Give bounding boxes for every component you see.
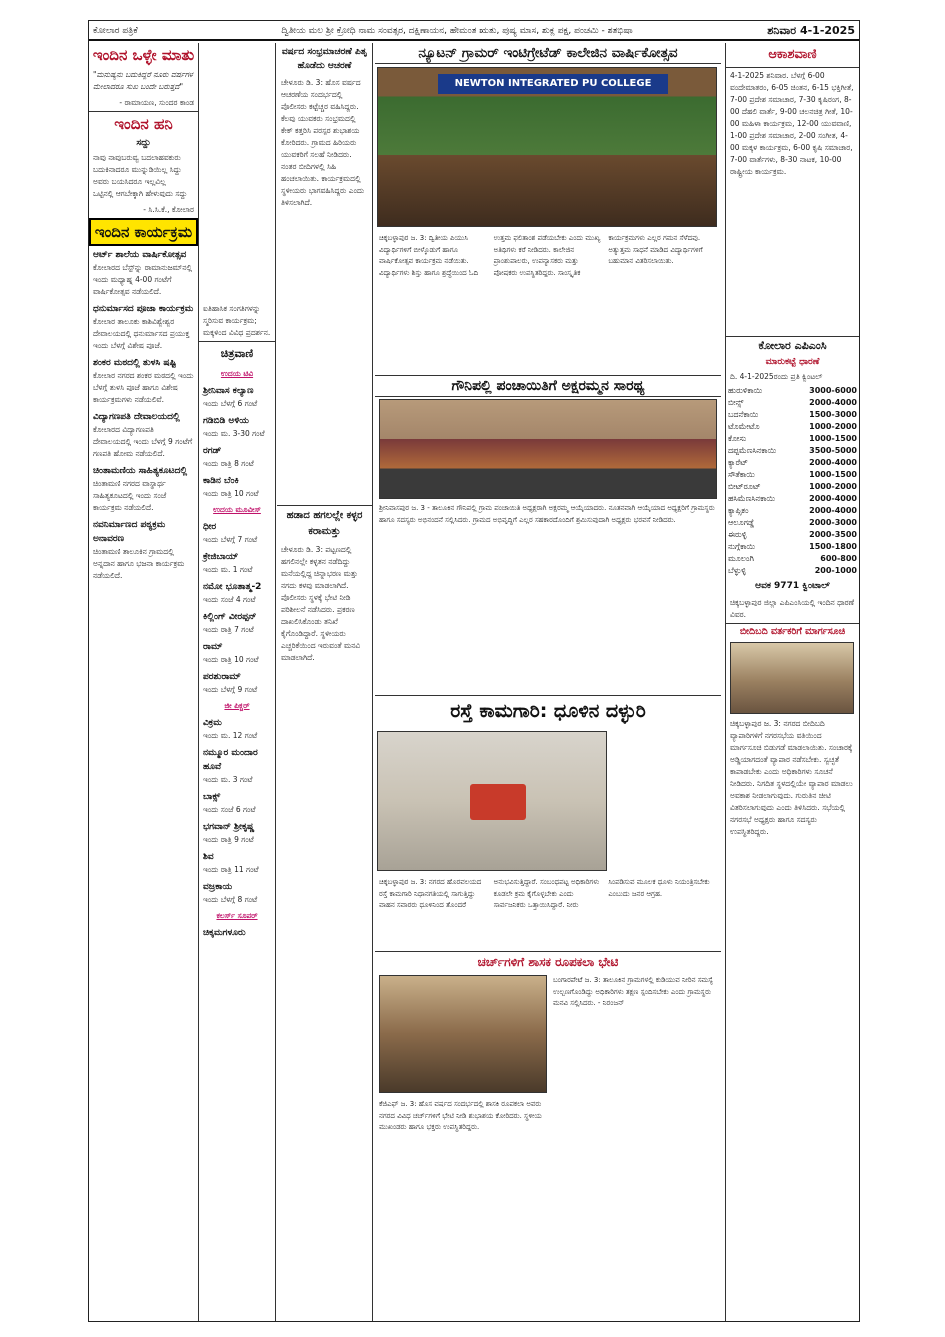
- movie-name: ಶ್ರೀನಿವಾಸ ಕಲ್ಯಾಣ: [203, 386, 254, 396]
- road-work-article: ಚಿಕ್ಕಬಳ್ಳಾಪುರ ಜ. 3: ನಗರದ ಹೊರವಲಯದ ರಸ್ತೆ ಕಾಮಗಾರಿ ನಿಧಾನಗತಿಯಲ್ಲಿ ಸಾಗುತ್ತಿದ್ದು ವಾಹನ ಸವಾರರು ಧೂಳಿನಿಂದ ತೊಂದರೆ ಅನುಭವಿಸುತ್ತಿದ್ದಾರೆ. ಸಂಬಂಧಪಟ್ಟ ಅಧಿಕಾರಿಗಳು ಕೂಡಲೇ ಕ್ರಮ ಕೈಗೊಳ್ಳಬೇಕು ಎಂದು ಸಾರ್ವಜನಿಕರು ಒತ್ತಾಯಿಸಿದ್ದಾರೆ. ನೀರು ಸಿಂಪಡಿಸುವ ಮೂಲಕ ಧೂಳು ನಿಯಂತ್ರಿಸಬೇಕು ಎಂಬುದು ಜನರ ಆಗ್ರಹ.: [379, 878, 710, 909]
- apmc-title: ಕೋಲಾರ ಎಪಿಎಂಸಿ: [758, 339, 827, 352]
- poem-name: ಸದ್ದು: [136, 138, 151, 148]
- movie-item: [199, 442, 275, 472]
- movie-name: ಬಾಕ್ಸ್: [203, 792, 221, 802]
- price-value: 1500-1800: [809, 542, 857, 551]
- church-visit-article: ಕೆಜಿಎಫ್ ಜ. 3: ಹೊಸ ವರ್ಷದ ಸಂದರ್ಭದಲ್ಲಿ ಶಾಸಕಿ ರೂಪಕಲಾ ಅವರು ನಗರದ ವಿವಿಧ ಚರ್ಚ್‌ಗಳಿಗೆ ಭೇಟಿ ನೀಡಿ ಶುಭಾಶಯ ಕೋರಿದರು. ಸ್ಥಳೀಯ ಮುಖಂಡರು ಹಾಗೂ ಭಕ್ತರು ಉಪಸ್ಥಿತರಿದ್ದರು.: [379, 1100, 542, 1131]
- price-item: ದಪ್ಪಮೆಣಸಿನಕಾಯಿ: [728, 446, 777, 455]
- program-item: [89, 246, 198, 300]
- poem-line: ಅವರು ಬಯಸಿದರೂ ಇಲ್ಲವಿಲ್ಲ: [93, 177, 166, 186]
- price-item: ಮೂಲಂಗಿ: [728, 554, 754, 563]
- price-value: 1000-1500: [809, 434, 857, 443]
- movie-time: ಇಂದು ಬೆಳಗ್ಗೆ 9 ಗಂಟೆ: [203, 685, 258, 694]
- quote-title: ಇಂದಿನ ಒಳ್ಳೇ ಮಾತು: [92, 46, 195, 64]
- movie-item: [199, 714, 275, 744]
- program-item: [89, 516, 198, 584]
- program-head: ಆರ್ಟ್ ಶಾಲೆಯ ವಾರ್ಷಿಕೋತ್ಸವ: [93, 250, 187, 260]
- program-body: ಕೋಲಾರದ ವಿದ್ಯಾಗಣಪತಿ ದೇವಾಲಯದಲ್ಲಿ ಇಂದು ಬೆಳಗ್ಗೆ 9 ಗಂಟೆಗೆ ಗಣಪತಿ ಹೋಮ ನಡೆಯಲಿದೆ.: [93, 425, 193, 458]
- movie-time: ಇಂದು ಬೆಳಗ್ಗೆ 8 ಗಂಟೆ: [203, 895, 258, 904]
- apmc-subtitle: ಮಾರುಕಟ್ಟೆ ಧಾರಣೆ: [765, 357, 820, 367]
- panchayat-headline: ಗೌನಿಪಲ್ಲಿ ಪಂಚಾಯಿತಿಗೆ ಅಕ್ಷರಮ್ಮನ ಸಾರಥ್ಯ: [375, 375, 721, 397]
- price-item: ಹುರುಳಿಕಾಯಿ: [728, 386, 763, 395]
- price-item: ಕ್ಯಾರೆಟ್: [728, 458, 748, 467]
- movie-item: [199, 818, 275, 848]
- panchayat-article-text: ನೂತನವಾಗಿ ಆಯ್ಕೆಯಾದ ಅಧ್ಯಕ್ಷರಿಗೆ ಗ್ರಾಮಸ್ಥರು ಹಾಗೂ ಸದಸ್ಯರು ಅಭಿನಂದನೆ ಸಲ್ಲಿಸಿದರು. ಗ್ರಾಮದ ಅಭಿವೃದ್ಧಿಗೆ ಎಲ್ಲರ ಸಹಕಾರದೊಂದಿಗೆ ಶ್ರಮಿಸುವುದಾಗಿ ಅಧ್ಯಕ್ಷರು ಭರವಸೆ ನೀಡಿದರು.: [379, 504, 715, 524]
- price-item: ಕೋಸು: [728, 434, 747, 443]
- movie-time: ಇಂದು ಸಂಜೆ 6 ಗಂಟೆ: [203, 805, 256, 814]
- road-work-headline: ರಸ್ತೆ ಕಾಮಗಾರಿ: ಧೂಳಿನ ದಳ್ಳುರಿ: [375, 695, 721, 726]
- program-body: ಚಿಂತಾಮಣಿ ತಾಲೂಕಿನ ಗ್ರಾಮದಲ್ಲಿ ಅನ್ನದಾನ ಹಾಗೂ ಭಜನಾ ಕಾರ್ಯಕ್ರಮ ನಡೆಯಲಿದೆ.: [93, 547, 185, 580]
- movie-name: ಕಾಡಿನ ಬೆಂಕಿ: [203, 476, 239, 486]
- story-text: ಚೇಳೂರು ಡಿ. 3: ಹೊಸ ವರ್ಷದ ಆಚರಣೆಯ ಸಂದರ್ಭದಲ್ಲಿ ಪೊಲೀಸರು ಕಟ್ಟೆಚ್ಚರ ವಹಿಸಿದ್ದರು. ಕೆಲವು ಯುವಕರು ಸಂಭ್ರಮದಲ್ಲಿ ಕೇಕ್ ಕತ್ತರಿಸಿ ಪರಸ್ಪರ ಶುಭಾಶಯ ಕೋರಿದರು. ಗ್ರಾಮದ ಹಿರಿಯರು ಯುವಕರಿಗೆ ಸಲಹೆ ನೀಡಿದರು. ನಂತರ ಬೀದಿಗಳಲ್ಲಿ ಸಿಹಿ ಹಂಚಲಾಯಿತು. ಕಾರ್ಯಕ್ರಮದಲ್ಲಿ ಸ್ಥಳೀಯರು ಭಾಗವಹಿಸಿದ್ದರು ಎಂದು ತಿಳಿಸಲಾಗಿದೆ.: [281, 78, 365, 207]
- price-row: [726, 553, 859, 565]
- program-head: ನವನಿರ್ಮಾಣದ ಪಠ್ಯಕ್ರಮ ಅನಾವರಣ: [93, 520, 166, 544]
- movie-time: ಇಂದು ರಾತ್ರಿ 9 ಗಂಟೆ: [203, 835, 254, 844]
- price-item: ಬೀನ್ಸ್: [728, 398, 744, 407]
- price-row: [726, 529, 859, 541]
- movie-item: [199, 878, 275, 908]
- program-head: ಧನುರ್ಮಾಸದ ಪೂಜಾ ಕಾರ್ಯಕ್ರಮ: [93, 304, 194, 314]
- channel-name: ಉದಯ ಮೂವೀಸ್: [213, 505, 261, 514]
- panchayat-caption: ಶ್ರೀನಿವಾಸಪುರ ಜ. 3 - ತಾಲೂಕಿನ ಗೌನಿಪಲ್ಲಿ ಗ್ರಾಮ ಪಂಚಾಯಿತಿ ಅಧ್ಯಕ್ಷರಾಗಿ ಅಕ್ಷರಮ್ಮ ಆಯ್ಕೆಯಾದರು.: [379, 504, 607, 512]
- vendor-story-headline: ಬೀದಿಬದಿ ವರ್ತಕರಿಗೆ ಮಾರ್ಗಸೂಚಿ: [739, 626, 846, 637]
- movie-name: ರಾಮ್: [203, 642, 223, 652]
- movie-time: ಇಂದು ಬೆಳಗ್ಗೆ 6 ಗಂಟೆ: [203, 399, 258, 408]
- church-visit-headline: ಚರ್ಚ್‌ಗಳಿಗೆ ಶಾಸಕ ರೂಪಕಲಾ ಭೇಟಿ: [375, 951, 721, 972]
- water-problem-article: ಬಂಗಾರಪೇಟೆ ಜ. 3: ತಾಲೂಕಿನ ಗ್ರಾಮಗಳಲ್ಲಿ ಕುಡಿಯುವ ನೀರಿನ ಸಮಸ್ಯೆ ಉಲ್ಬಣಗೊಂಡಿದ್ದು ಅಧಿಕಾರಿಗಳು ತಕ್ಷಣ ಸ್ಪಂದಿಸಬೇಕು ಎಂದು ಗ್ರಾಮಸ್ಥರು ಮನವಿ ಸಲ್ಲಿಸಿದರು. - ನಿರಂಜನ್: [553, 976, 714, 1007]
- movie-name: ಪರಶುರಾಮ್: [203, 672, 241, 682]
- price-value: 3000-6000: [809, 386, 857, 395]
- masthead-panchanga: ದ್ವಿತೀಯ ಮಲ ಶ್ರೀ ಕ್ರೋಧಿ ನಾಮ ಸಂವತ್ಸರ, ದಕ್ಷಿಣಾಯನ, ಹೇಮಂತ ಋತು, ಪುಷ್ಯ ಮಾಸ, ಶುಕ್ಲ ಪಕ್ಷ, ಪಂಚಮಿ - ಶತಭಿಷಾ: [281, 26, 633, 36]
- price-row: [726, 433, 859, 445]
- movie-name: ಧೀರ: [203, 522, 217, 532]
- program-title: ಇಂದಿನ ಕಾರ್ಯಕ್ರಮ: [89, 218, 198, 246]
- column-quotes-programs: [89, 43, 199, 1321]
- movie-item: [199, 608, 275, 638]
- road-dust-photo: [377, 731, 607, 871]
- masthead-paper-name: ಕೋಲಾರ ಪತ್ರಿಕೆ: [93, 26, 138, 36]
- movie-name: ಶಿವ: [203, 852, 214, 862]
- poem-line: ಒಟ್ಟಿನಲ್ಲಿ ಆಗಬೇಕ್ಕಾಗಿ ಹೇಳುವುದು ಸದ್ದು: [93, 189, 188, 198]
- poem-line: ಬದುಕಿನಾದರೂ ಮುನ್ನುಡಿಯಿಲ್ಲ ಸಿದ್ದು: [93, 165, 182, 174]
- price-value: 2000-4000: [809, 494, 857, 503]
- price-item: ಸೌತೆಕಾಯಿ: [728, 470, 755, 479]
- price-item: ನುಗ್ಗೆಕಾಯಿ: [728, 542, 756, 551]
- column-cinema: [199, 43, 276, 1321]
- movie-item: [199, 638, 275, 668]
- program-head: ಚಿಂತಾಮಣಿಯ ಸಾಹಿತ್ಯಕೂಟದಲ್ಲಿ: [93, 466, 188, 476]
- price-item: ಆಲೂಗಡ್ಡೆ: [728, 518, 755, 527]
- price-value: 3500-5000: [809, 446, 857, 455]
- price-row: [726, 385, 859, 397]
- quote-author: - ರಾಮಾಯಣ, ಸುಂದರ ಕಾಂಡ: [119, 98, 194, 107]
- movie-time: ಇಂದು ಮ. 3-30 ಗಂಟೆ: [203, 429, 265, 438]
- meeting-photo: [730, 642, 854, 714]
- movie-item: [199, 744, 275, 788]
- poem-title: ಇಂದಿನ ಹನಿ: [114, 115, 173, 133]
- arrival-quantity: ಆವಕ 9771 ಕ್ವಿಂಟಾಲ್: [755, 581, 830, 591]
- movie-time: ಇಂದು ಮ. 12 ಗಂಟೆ: [203, 731, 258, 740]
- price-value: 200-1000: [814, 566, 857, 575]
- column-local-news: [277, 43, 373, 1321]
- price-value: 2000-4000: [809, 458, 857, 467]
- panchayat-article: [379, 503, 717, 593]
- channel-name: ಜೀ ಪಿಕ್ಚರ್: [224, 701, 250, 710]
- movie-item: [199, 382, 275, 412]
- price-table: [726, 385, 859, 577]
- movie-item: [199, 668, 275, 698]
- story-headline: ಹಡಾದ ಹಗಲಲ್ಲೇ ಕಳ್ಳರ ಕರಾಮತ್ತು: [286, 510, 363, 537]
- price-row: [726, 421, 859, 433]
- price-value: 2000-4000: [809, 506, 857, 515]
- movie-time: ಇಂದು ಸಂಜೆ 4 ಗಂಟೆ: [203, 595, 256, 604]
- college-article-text: ಚಿಕ್ಕಬಳ್ಳಾಪುರ ಜ. 3: ದ್ವಿತೀಯ ಪಿಯುಸಿ ವಿದ್ಯಾರ್ಥಿಗಳಿಗೆ ಬೀಳ್ಕೊಡುಗೆ ಹಾಗೂ ವಾರ್ಷಿಕೋತ್ಸವ ಕಾರ್ಯಕ್ರಮ ನಡೆಯಿತು. ವಿದ್ಯಾರ್ಥಿಗಳು ಶಿಸ್ತು ಹಾಗೂ ಶ್ರದ್ಧೆಯಿಂದ ಓದಿ ಉತ್ತಮ ಫಲಿತಾಂಶ ಪಡೆಯಬೇಕು ಎಂದು ಮುಖ್ಯ ಅತಿಥಿಗಳು ಕರೆ ನೀಡಿದರು. ಕಾಲೇಜಿನ ಪ್ರಾಂಶುಪಾಲರು, ಉಪನ್ಯಾಸಕರು ಮತ್ತು ಪೋಷಕರು ಉಪಸ್ಥಿತರಿದ್ದರು. ಸಾಂಸ್ಕೃತಿಕ ಕಾರ್ಯಕ್ರಮಗಳು ಎಲ್ಲರ ಗಮನ ಸೆಳೆದವು. ಅತ್ಯುತ್ತಮ ಸಾಧನೆ ಮಾಡಿದ ವಿದ್ಯಾರ್ಥಿಗಳಿಗೆ ಬಹುಮಾನ ವಿತರಿಸಲಾಯಿತು.: [379, 234, 703, 277]
- price-value: 2000-3000: [809, 518, 857, 527]
- masthead: [89, 21, 859, 41]
- program-item: [89, 462, 198, 516]
- movie-time: ಇಂದು ರಾತ್ರಿ 11 ಗಂಟೆ: [203, 865, 259, 874]
- price-item: ಕ್ಯಾಪ್ಸಿಕಂ: [728, 506, 749, 515]
- photo-banner: NEWTON INTEGRATED PU COLLEGE: [438, 74, 668, 94]
- apmc-footnote: ಚಿಕ್ಕಬಳ್ಳಾಪುರ ಜಿಲ್ಲಾ ಎಪಿಎಂಸಿಯಲ್ಲಿ ಇಂದಿನ ಧಾರಣೆ ವಿವರ.: [730, 598, 855, 619]
- movie-item: [199, 518, 275, 548]
- panchayat-photo: [379, 399, 717, 499]
- program-item: [89, 408, 198, 462]
- price-row: [726, 409, 859, 421]
- program-body: ಕೋಲಾರ ತಾಲೂಕು ಕಾಶಿವಿಶ್ವೇಶ್ವರ ದೇವಾಲಯದಲ್ಲಿ ಧನುರ್ಮಾಸದ ಪ್ರಯುಕ್ತ ಇಂದು ಬೆಳಗ್ಗೆ ವಿಶೇಷ ಪೂಜೆ.: [93, 317, 190, 350]
- vendor-story-text: ಚಿಕ್ಕಬಳ್ಳಾಪುರ ಜ. 3: ನಗರದ ಬೀದಿಬದಿ ವ್ಯಾಪಾರಿಗಳಿಗೆ ನಗರಸಭೆಯ ವತಿಯಿಂದ ಮಾರ್ಗಸೂಚಿ ಬಿಡುಗಡೆ ಮಾಡಲಾಯಿತು. ಸಂಚಾರಕ್ಕೆ ಅಡ್ಡಿಯಾಗದಂತೆ ವ್ಯಾಪಾರ ನಡೆಸಬೇಕು. ಸ್ವಚ್ಛತೆ ಕಾಪಾಡಬೇಕು ಎಂದು ಅಧಿಕಾರಿಗಳು ಸೂಚನೆ ನೀಡಿದರು. ನಿಗದಿತ ಸ್ಥಳದಲ್ಲಿಯೇ ವ್ಯಾಪಾರ ಮಾಡಲು ಅವಕಾಶ ನೀಡಲಾಗುವುದು. ಗುರುತಿನ ಚೀಟಿ ವಿತರಿಸಲಾಗುವುದು ಎಂದು ತಿಳಿಸಿದರು. ಸಭೆಯಲ್ಲಿ ನಗರಸಭೆ ಅಧ್ಯಕ್ಷರು ಹಾಗೂ ಸದಸ್ಯರು ಉಪಸ್ಥಿತರಿದ್ದರು.: [730, 719, 853, 836]
- price-item: ಬದನೆಕಾಯಿ: [728, 410, 759, 419]
- movie-name: ಕ್ರೇಜಿಬಾಯ್: [203, 552, 239, 562]
- movie-name: ನಮ್ಮೂರ ಮಂದಾರ ಹೂವೆ: [203, 748, 258, 772]
- price-item: ಈರುಳ್ಳಿ: [728, 530, 747, 539]
- story-headline: ವರ್ಷದ ಸಂಭ್ರಮಾಚರಣೆ ಪಿತೃ ಹೊಡೆದು ಆಚರಣೆ: [281, 47, 368, 71]
- apmc-note: ದಿ. 4-1-2025ರಂದು ಪ್ರತಿ ಕ್ವಿಂಟಲ್: [730, 372, 823, 381]
- movie-item: [199, 848, 275, 878]
- movie-time: ಇಂದು ರಾತ್ರಿ 7 ಗಂಟೆ: [203, 625, 254, 634]
- price-row: [726, 493, 859, 505]
- price-value: 1000-1500: [809, 470, 857, 479]
- price-value: 600-800: [820, 554, 857, 563]
- radio-title: ಆಕಾಶವಾಣಿ: [726, 43, 859, 68]
- price-row: [726, 445, 859, 457]
- church-visit-photo: [379, 975, 547, 1093]
- column-radio-market: [725, 43, 859, 1321]
- newspaper-page: [88, 20, 860, 1322]
- price-value: 2000-3500: [809, 530, 857, 539]
- price-row: [726, 397, 859, 409]
- price-value: 1500-3000: [809, 410, 857, 419]
- program-body: ಕೋಲಾರದ ಬೆಸ್ಟ್‌ನ್ನು ರಾಮಾನುಜಮ್‌ನಲ್ಲಿ ಇಂದು ಮಧ್ಯಾಹ್ನ 4-00 ಗಂಟೆಗೆ ವಾರ್ಷಿಕೋತ್ಸವ ನಡೆಯಲಿದೆ.: [93, 263, 193, 296]
- top-headline: ನ್ಯೂಟನ್ ಗ್ರಾಮರ್ ಇಂಟಿಗ್ರೇಟೆಡ್ ಕಾಲೇಜಿನ ವಾರ್ಷಿಕೋತ್ಸವ: [375, 43, 721, 64]
- movie-name: ಭಗವಾನ್ ಶ್ರೀಕೃಷ್ಣ: [203, 822, 255, 832]
- poem-author: - ಸಿ.ಸಿ.ಕೆ., ಕೋಲಾರ: [143, 205, 194, 214]
- movie-name: ವಿಕ್ರಮ: [203, 718, 222, 728]
- poem-line: ನಾವು ನಾವುಬರುವ್ವ ಬದಲಾಹವಕುರು: [93, 153, 181, 162]
- masthead-date: ಶನಿವಾರ 4-1-2025: [767, 24, 855, 37]
- price-row: [726, 457, 859, 469]
- price-row: [726, 541, 859, 553]
- price-item: ಬೆಳ್ಳುಳ್ಳಿ: [728, 566, 747, 575]
- price-row: [726, 469, 859, 481]
- movie-time: ಇಂದು ಮ. 1 ಗಂಟೆ: [203, 565, 253, 574]
- movie-item: [199, 412, 275, 442]
- movie-item: [199, 788, 275, 818]
- price-row: [726, 565, 859, 577]
- price-value: 1000-2000: [809, 482, 857, 491]
- program-continued: ಐತಿಹಾಸಿಕ ಸಂಗತಿಗಳನ್ನು ಸ್ಮರಿಸುವ ಕಾರ್ಯಕ್ರಮ; ಮಕ್ಕಳಿಂದ ವಿವಿಧ ಪ್ರದರ್ಶನ.: [203, 304, 271, 337]
- program-body: ಕೋಲಾರ ನಗರದ ಶಂಕರ ಮಠದಲ್ಲಿ ಇಂದು ಬೆಳಗ್ಗೆ ತುಳಸಿ ಪೂಜೆ ಹಾಗೂ ವಿಶೇಷ ಕಾರ್ಯಕ್ರಮಗಳು ನಡೆಯಲಿವೆ.: [93, 371, 194, 404]
- movie-name: ವಜ್ರಕಾಯ: [203, 882, 233, 892]
- program-item: [89, 300, 198, 354]
- main-news-area: [375, 43, 721, 1321]
- price-item: ಬೀಟ್‌ರೂಟ್: [728, 482, 761, 491]
- movie-item: [199, 472, 275, 502]
- movie-item: [199, 578, 275, 608]
- program-head: ಶಂಕರ ಮಠದಲ್ಲಿ ತುಳಸಿ ಷಷ್ಟಿ: [93, 358, 177, 368]
- channel-name: ಕಲರ್ಸ್ ಸೂಪರ್: [216, 911, 258, 920]
- movie-name: ರಗಡ್: [203, 446, 222, 456]
- movie-time: ಇಂದು ಬೆಳಗ್ಗೆ 7 ಗಂಟೆ: [203, 535, 258, 544]
- college-event-photo: [377, 67, 717, 227]
- price-value: 2000-4000: [809, 398, 857, 407]
- price-row: [726, 505, 859, 517]
- movie-name: ಕಿಲ್ಲಿಂಗ್ ವೀರಪ್ಪನ್: [203, 612, 257, 622]
- price-row: [726, 481, 859, 493]
- program-list: [89, 246, 198, 584]
- movie-item: [199, 548, 275, 578]
- price-item: ಟೊಮೇಟೊ: [728, 422, 760, 431]
- poem-body: [89, 150, 198, 202]
- program-head: ವಿದ್ಯಾಗಣಪತಿ ದೇವಾಲಯದಲ್ಲಿ: [93, 412, 180, 422]
- movie-time: ಇಂದು ರಾತ್ರಿ 8 ಗಂಟೆ: [203, 459, 254, 468]
- movie-time: ಇಂದು ರಾತ್ರಿ 10 ಗಂಟೆ: [203, 489, 259, 498]
- program-item: [89, 354, 198, 408]
- movie-time: ಇಂದು ರಾತ್ರಿ 10 ಗಂಟೆ: [203, 655, 259, 664]
- program-body: ಚಿಂತಾಮಣಿ ನಗರದ ವಾಸ್ಥಾರ್ಥ ಸಾಹಿತ್ಯಕೂಟದಲ್ಲಿ ಇಂದು ಸಂಜೆ ಕಾರ್ಯಕ್ರಮ ನಡೆಯಲಿದೆ.: [93, 479, 167, 512]
- cinema-title: ಚಿತ್ರವಾಣಿ: [220, 347, 254, 360]
- story-text: ಚೇಳೂರು ಡಿ. 3: ಪಟ್ಟಣದಲ್ಲಿ ಹಗಲಿನಲ್ಲೇ ಕಳ್ಳತನ ನಡೆದಿದ್ದು ಮನೆಯಲ್ಲಿದ್ದ ಚಿನ್ನಾಭರಣ ಮತ್ತು ನಗದು ಕಳವು ಮಾಡಲಾಗಿದೆ. ಪೊಲೀಸರು ಸ್ಥಳಕ್ಕೆ ಭೇಟಿ ನೀಡಿ ಪರಿಶೀಲನೆ ನಡೆಸಿದರು. ಪ್ರಕರಣ ದಾಖಲಿಸಿಕೊಂಡು ತನಿಖೆ ಕೈಗೊಂಡಿದ್ದಾರೆ. ಸ್ಥಳೀಯರು ಎಚ್ಚರಿಕೆಯಿಂದ ಇರುವಂತೆ ಮನವಿ ಮಾಡಲಾಗಿದೆ.: [281, 545, 361, 662]
- price-value: 1000-2000: [809, 422, 857, 431]
- movie-name: ಚಿಕ್ಕಮಗಳೂರು: [203, 928, 246, 938]
- movie-time: ಇಂದು ಮ. 3 ಗಂಟೆ: [203, 775, 253, 784]
- price-item: ಹಸಿಮೆಣಸಿನಕಾಯಿ: [728, 494, 776, 503]
- movie-name: ನಮೋ ಭೂತಾತ್ಮ-2: [203, 582, 262, 592]
- bus-shape: [470, 784, 526, 820]
- price-row: [726, 517, 859, 529]
- movie-name: ಗಡಿಬಿಡಿ ಅಳಿಯ: [203, 416, 249, 426]
- quote-text: "ಮನುಷ್ಯನು ಬದುಕಿದ್ದರೆ ನೂರು ವರ್ಷಗಳ ಮೇಲಾದರೂ ಸುಖ ಬಂದೇ ಬರುತ್ತದೆ": [93, 70, 193, 91]
- radio-schedule: 4-1-2025 ಶನಿವಾರ. ಬೆಳಗ್ಗೆ 6-00 ವಂದೇಮಾತರಂ, 6-05 ಚಿಂತನ, 6-15 ಭಕ್ತಿಗೀತೆ, 7-00 ಪ್ರದೇಶ ಸಮಾಚಾರ, 7-30 ಕೃಷಿರಂಗ, 8-00 ದೆಹಲಿ ವಾರ್ತೆ, 9-00 ಚಲನಚಿತ್ರ ಗೀತೆ, 10-00 ಮಹಿಳಾ ಕಾರ್ಯಕ್ರಮ, 12-00 ಯುವವಾಣಿ, 1-00 ಪ್ರದೇಶ ಸಮಾಚಾರ, 2-00 ಸಂಗೀತ, 4-00 ಮಕ್ಕಳ ಕಾರ್ಯಕ್ರಮ, 6-00 ಕೃಷಿ ಸಮಾಚಾರ, 7-00 ವಾರ್ತೆಗಳು, 8-30 ನಾಟಕ, 10-00 ರಾಷ್ಟ್ರೀಯ ಕಾರ್ಯಕ್ರಮ.: [730, 71, 854, 176]
- channel-name: ಉದಯ ಟಿವಿ: [220, 369, 254, 378]
